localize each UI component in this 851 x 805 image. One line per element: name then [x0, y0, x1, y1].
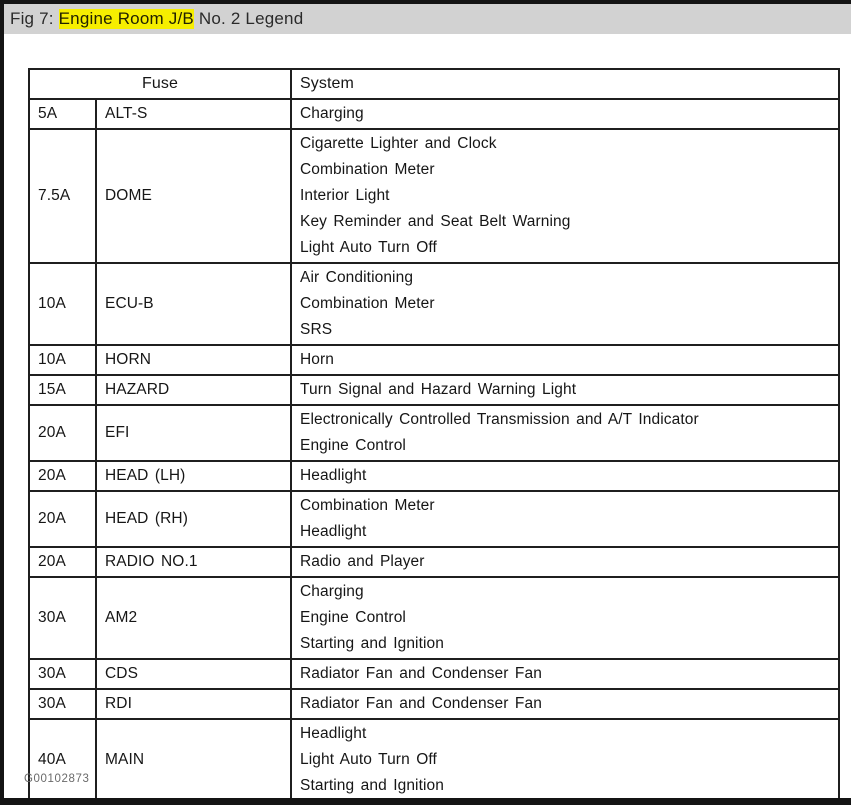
fuse-amp-cell: 20A — [29, 461, 96, 491]
fuse-name-cell: ECU-B — [96, 263, 291, 345]
system-cell — [291, 689, 839, 719]
figure-title-highlight: Engine Room J/B — [58, 9, 194, 28]
fuse-row — [29, 719, 839, 801]
system-cell — [291, 345, 839, 375]
system-line: Radio and Player — [300, 553, 425, 570]
system-cell — [291, 491, 839, 547]
fuse-amp-cell: 40A — [29, 719, 96, 801]
figure-title-prefix: Fig 7: — [10, 9, 59, 28]
system-line: Air Conditioning — [300, 269, 414, 286]
system-cell — [291, 375, 839, 405]
fuse-amp-cell: 10A — [29, 263, 96, 345]
fuse-amp-cell: 20A — [29, 491, 96, 547]
table-header-row — [29, 69, 839, 99]
system-line: Headlight — [300, 725, 367, 742]
fuse-name-cell: HEAD (LH) — [96, 461, 291, 491]
system-line: Combination Meter — [300, 497, 435, 514]
fuse-name-cell: AM2 — [96, 577, 291, 659]
fuse-name-cell: HORN — [96, 345, 291, 375]
system-line: Light Auto Turn Off — [300, 239, 437, 256]
fuse-amp-cell: 5A — [29, 99, 96, 129]
fuse-row — [29, 491, 839, 547]
fuse-row — [29, 99, 839, 129]
fuse-row — [29, 405, 839, 461]
fuse-row — [29, 577, 839, 659]
fuse-amp-cell: 30A — [29, 659, 96, 689]
fuse-name-cell: HEAD (RH) — [96, 491, 291, 547]
system-line: Engine Control — [300, 437, 406, 454]
fuse-row — [29, 345, 839, 375]
system-line: Cigarette Lighter and Clock — [300, 135, 497, 152]
fuse-amp-cell: 15A — [29, 375, 96, 405]
fuse-row — [29, 461, 839, 491]
fuse-amp-cell: 20A — [29, 547, 96, 577]
system-cell — [291, 719, 839, 801]
left-edge-border — [0, 0, 4, 805]
system-line: Combination Meter — [300, 161, 435, 178]
system-line: Interior Light — [300, 187, 390, 204]
fuse-row — [29, 547, 839, 577]
fuse-name-cell: EFI — [96, 405, 291, 461]
system-line: Charging — [300, 105, 364, 122]
fuse-name-cell: ALT-S — [96, 99, 291, 129]
fuse-name-cell: RADIO NO.1 — [96, 547, 291, 577]
system-line: Radiator Fan and Condenser Fan — [300, 695, 542, 712]
system-cell — [291, 659, 839, 689]
system-cell — [291, 577, 839, 659]
system-line: Key Reminder and Seat Belt Warning — [300, 213, 571, 230]
fuse-name-cell: RDI — [96, 689, 291, 719]
fuse-table-body — [29, 99, 839, 801]
fuse-row — [29, 129, 839, 263]
fuse-amp-cell: 7.5A — [29, 129, 96, 263]
fuse-row — [29, 375, 839, 405]
figure-title-bar — [4, 4, 851, 34]
fuse-column-header: Fuse — [29, 69, 291, 99]
fuse-amp-cell: 10A — [29, 345, 96, 375]
figure-reference-code: G00102873 — [24, 773, 90, 785]
fuse-row — [29, 689, 839, 719]
system-line: Turn Signal and Hazard Warning Light — [300, 381, 577, 398]
system-line: Engine Control — [300, 609, 406, 626]
system-line: Horn — [300, 351, 335, 368]
system-cell — [291, 461, 839, 491]
fuse-legend-table — [28, 68, 840, 802]
figure-title-suffix: No. 2 Legend — [193, 9, 304, 28]
bottom-edge-border — [0, 798, 851, 805]
fuse-name-cell: HAZARD — [96, 375, 291, 405]
system-line: Headlight — [300, 467, 367, 484]
system-cell — [291, 547, 839, 577]
fuse-amp-cell: 30A — [29, 689, 96, 719]
system-cell — [291, 405, 839, 461]
system-line: Radiator Fan and Condenser Fan — [300, 665, 542, 682]
system-cell — [291, 129, 839, 263]
system-line: Combination Meter — [300, 295, 435, 312]
system-line: Light Auto Turn Off — [300, 751, 437, 768]
system-cell — [291, 263, 839, 345]
system-line: Starting and Ignition — [300, 635, 444, 652]
fuse-row — [29, 659, 839, 689]
fuse-name-cell: MAIN — [96, 719, 291, 801]
fuse-name-cell: CDS — [96, 659, 291, 689]
system-line: SRS — [300, 321, 333, 338]
system-line: Electronically Controlled Transmission and A/T Indicator — [300, 411, 699, 428]
system-column-header: System — [291, 69, 839, 99]
fuse-row — [29, 263, 839, 345]
fuse-name-cell: DOME — [96, 129, 291, 263]
fuse-amp-cell: 30A — [29, 577, 96, 659]
system-line: Starting and Ignition — [300, 777, 444, 794]
fuse-amp-cell: 20A — [29, 405, 96, 461]
system-line: Headlight — [300, 523, 367, 540]
system-line: Charging — [300, 583, 364, 600]
system-cell — [291, 99, 839, 129]
